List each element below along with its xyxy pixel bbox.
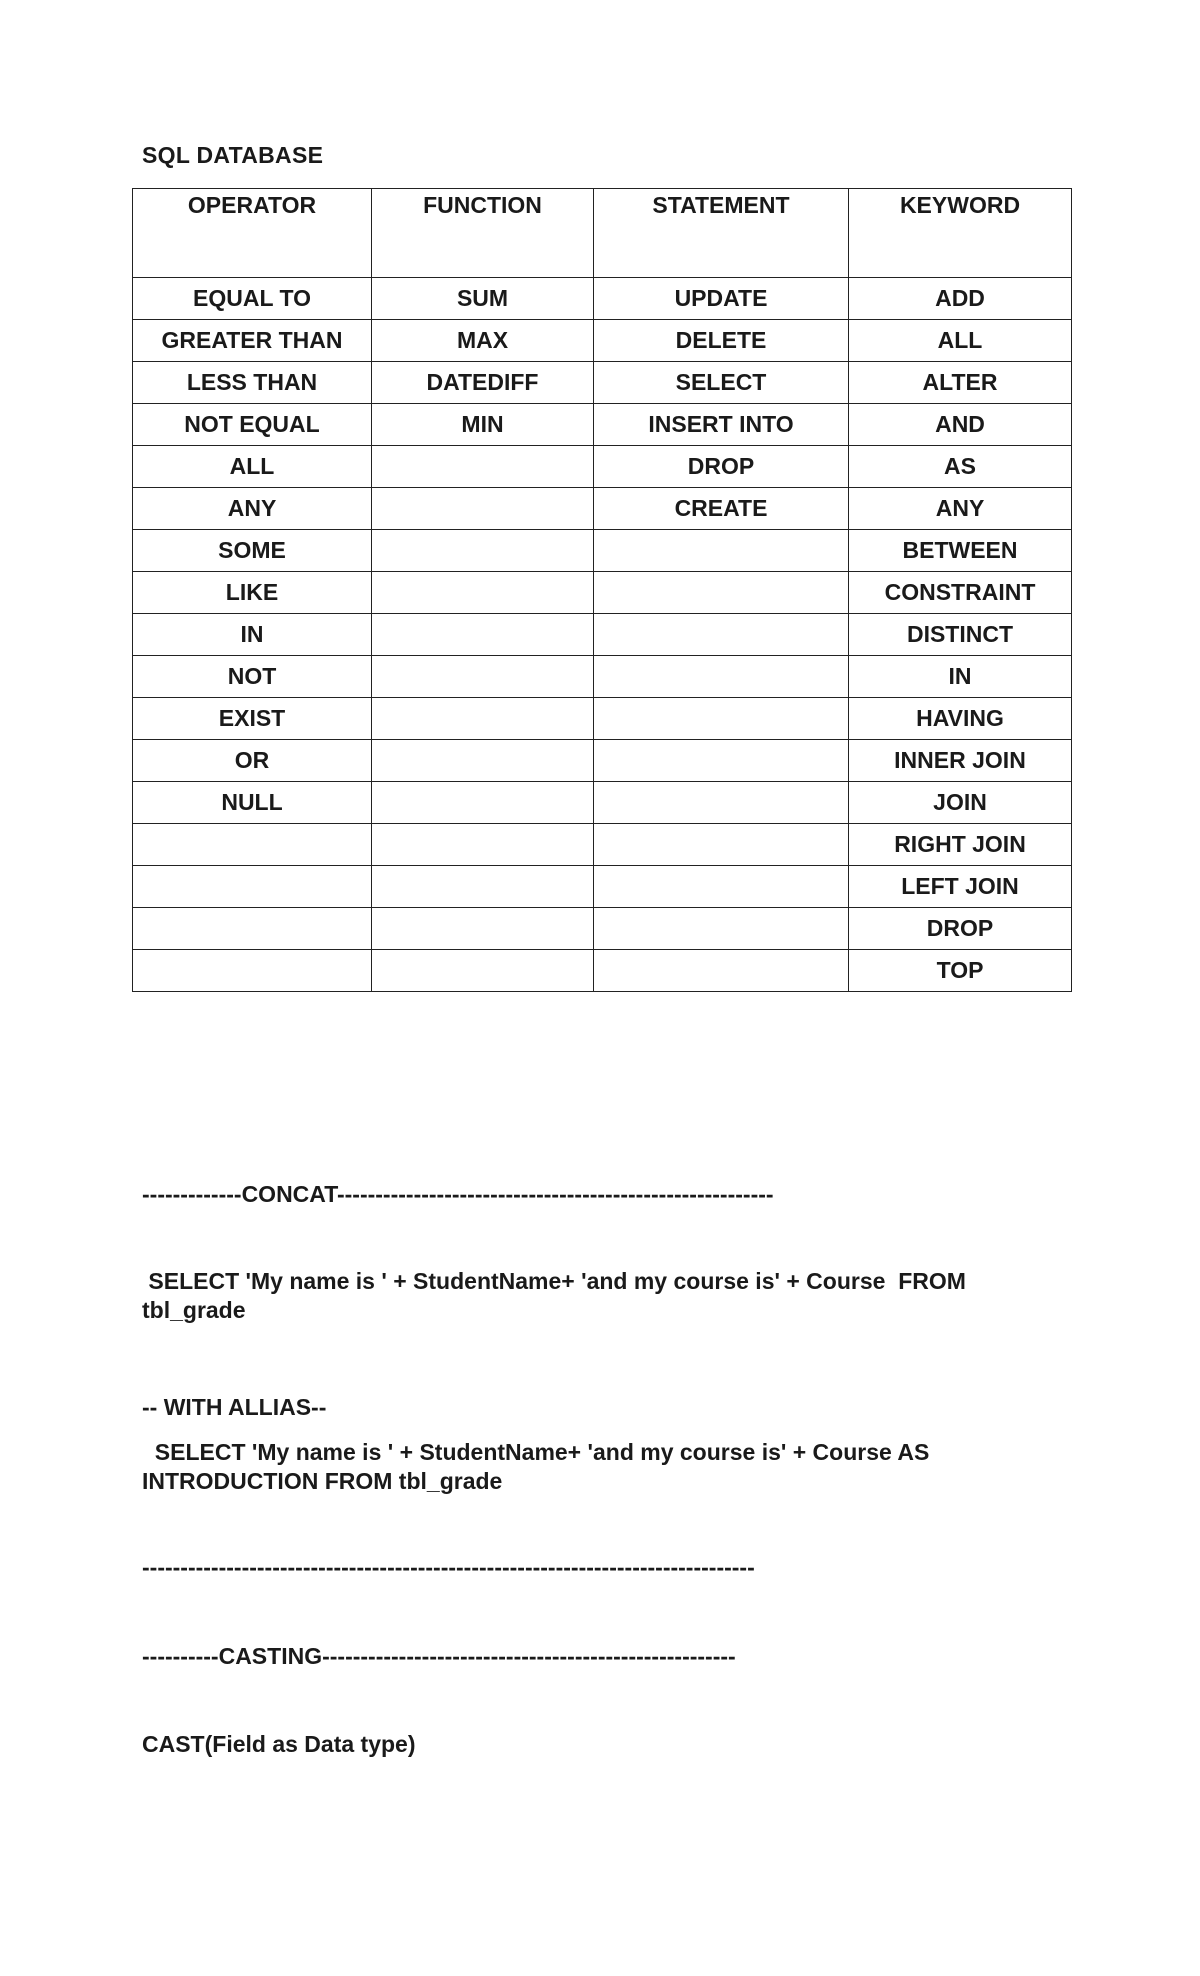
table-body	[133, 278, 1072, 992]
table-row	[133, 530, 1072, 572]
cell-operator	[133, 824, 372, 866]
cell-operator: SOME	[133, 530, 372, 572]
cell-operator: LESS THAN	[133, 362, 372, 404]
cell-statement: DELETE	[594, 320, 849, 362]
cell-operator: NULL	[133, 782, 372, 824]
cell-keyword: BETWEEN	[849, 530, 1072, 572]
cell-operator: NOT EQUAL	[133, 404, 372, 446]
table-row	[133, 446, 1072, 488]
cell-operator: EXIST	[133, 698, 372, 740]
cell-keyword: TOP	[849, 950, 1072, 992]
alias-query: SELECT 'My name is ' + StudentName+ 'and my course is' + Course AS INTRODUCTION FROM tbl_grade	[142, 1439, 936, 1494]
cell-function	[372, 740, 594, 782]
cell-function	[372, 782, 594, 824]
cell-operator: LIKE	[133, 572, 372, 614]
section-divider: --------------------------------------------------------------------------------	[142, 1554, 755, 1580]
table-row	[133, 362, 1072, 404]
cell-function	[372, 824, 594, 866]
cell-function	[372, 656, 594, 698]
cell-function	[372, 866, 594, 908]
header-keyword: KEYWORD	[849, 189, 1072, 278]
cell-keyword: ALL	[849, 320, 1072, 362]
cell-operator	[133, 950, 372, 992]
cell-keyword: ANY	[849, 488, 1072, 530]
cell-operator	[133, 908, 372, 950]
table-row	[133, 950, 1072, 992]
table-row	[133, 404, 1072, 446]
cell-statement: INSERT INTO	[594, 404, 849, 446]
cell-function	[372, 614, 594, 656]
cell-statement: CREATE	[594, 488, 849, 530]
casting-section-header: ----------CASTING------------------------------------------------------	[142, 1643, 736, 1669]
sql-reference-table	[132, 188, 1072, 992]
cell-statement: SELECT	[594, 362, 849, 404]
cell-keyword: RIGHT JOIN	[849, 824, 1072, 866]
cell-function	[372, 698, 594, 740]
cell-keyword: AND	[849, 404, 1072, 446]
table-row	[133, 698, 1072, 740]
cell-statement	[594, 530, 849, 572]
cell-statement: UPDATE	[594, 278, 849, 320]
cell-operator: ANY	[133, 488, 372, 530]
cell-statement	[594, 908, 849, 950]
cell-function	[372, 950, 594, 992]
cell-function	[372, 488, 594, 530]
table-row	[133, 866, 1072, 908]
concat-query: SELECT 'My name is ' + StudentName+ 'and my course is' + Course FROM tbl_grade	[142, 1268, 973, 1323]
cell-function	[372, 908, 594, 950]
table-row	[133, 656, 1072, 698]
cell-statement	[594, 698, 849, 740]
cell-keyword: ADD	[849, 278, 1072, 320]
table-row	[133, 782, 1072, 824]
cell-statement	[594, 740, 849, 782]
cell-function: DATEDIFF	[372, 362, 594, 404]
table-header-row	[133, 189, 1072, 278]
cell-keyword: LEFT JOIN	[849, 866, 1072, 908]
table-row	[133, 278, 1072, 320]
cell-keyword: IN	[849, 656, 1072, 698]
table-row	[133, 740, 1072, 782]
cell-statement	[594, 950, 849, 992]
cell-keyword: HAVING	[849, 698, 1072, 740]
table-row	[133, 488, 1072, 530]
cell-statement	[594, 572, 849, 614]
cell-operator: IN	[133, 614, 372, 656]
cell-operator: GREATER THAN	[133, 320, 372, 362]
cell-keyword: INNER JOIN	[849, 740, 1072, 782]
cell-operator: NOT	[133, 656, 372, 698]
header-operator: OPERATOR	[133, 189, 372, 278]
cell-keyword: AS	[849, 446, 1072, 488]
cell-statement	[594, 656, 849, 698]
cell-operator	[133, 866, 372, 908]
table-row	[133, 614, 1072, 656]
cell-function: MIN	[372, 404, 594, 446]
cell-keyword: CONSTRAINT	[849, 572, 1072, 614]
cell-keyword: DROP	[849, 908, 1072, 950]
cell-keyword: ALTER	[849, 362, 1072, 404]
cell-statement	[594, 614, 849, 656]
cell-operator: EQUAL TO	[133, 278, 372, 320]
cell-function	[372, 572, 594, 614]
cell-statement: DROP	[594, 446, 849, 488]
alias-section-header: -- WITH ALLIAS--	[142, 1394, 327, 1420]
cell-keyword: DISTINCT	[849, 614, 1072, 656]
cast-syntax: CAST(Field as Data type)	[142, 1731, 416, 1757]
cell-statement	[594, 824, 849, 866]
cell-statement	[594, 866, 849, 908]
header-statement: STATEMENT	[594, 189, 849, 278]
table-row	[133, 908, 1072, 950]
cell-operator: OR	[133, 740, 372, 782]
cell-function	[372, 446, 594, 488]
table-row	[133, 824, 1072, 866]
cell-function: MAX	[372, 320, 594, 362]
cell-operator: ALL	[133, 446, 372, 488]
cell-statement	[594, 782, 849, 824]
header-function: FUNCTION	[372, 189, 594, 278]
cell-function: SUM	[372, 278, 594, 320]
concat-section-header: -------------CONCAT---------------------------------------------------------	[142, 1181, 774, 1207]
cell-keyword: JOIN	[849, 782, 1072, 824]
document-title: SQL DATABASE	[142, 142, 324, 168]
cell-function	[372, 530, 594, 572]
table-row	[133, 320, 1072, 362]
table-row	[133, 572, 1072, 614]
